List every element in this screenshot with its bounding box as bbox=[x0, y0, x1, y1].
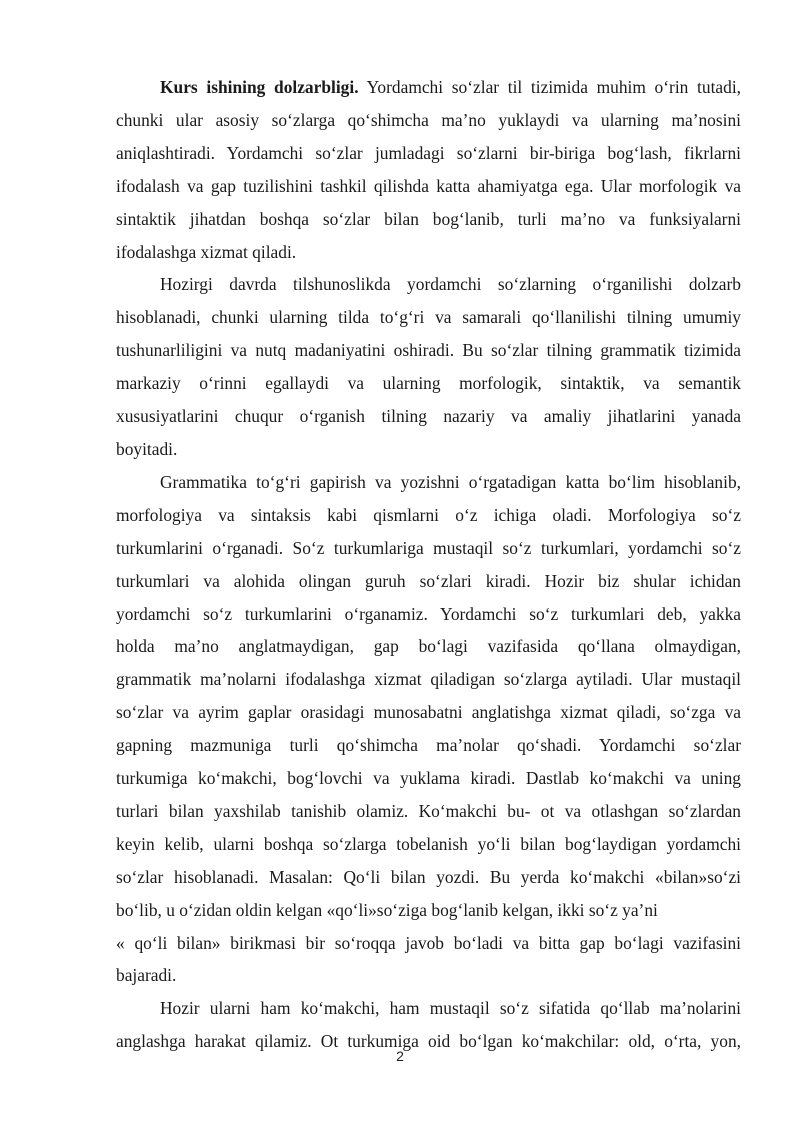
text-line-content: Yordamchi so‘zlar til tizimida muhim o‘rin tutadi, bbox=[358, 77, 741, 97]
text-line: anglashga harakat qilamiz. Ot turkumiga oid bo‘lgan ko‘makchilar: old, o‘rta, yon, bbox=[116, 1031, 741, 1052]
document-page bbox=[116, 71, 741, 1058]
text-line: morfologiya va sintaksis kabi qismlarni o‘z ichiga oladi. Morfologiya so‘z bbox=[116, 504, 741, 525]
text-line: ifodalash va gap tuzilishini tashkil qilishda katta ahamiyatga ega. Ular morfologik va bbox=[116, 175, 741, 196]
section-heading: Kurs ishining dolzarbligi. bbox=[160, 77, 359, 97]
text-line: Grammatika to‘g‘ri gapirish va yozishni o‘rgatadigan katta bo‘lim hisoblanib, bbox=[160, 471, 741, 492]
paragraph-relevance bbox=[116, 71, 741, 268]
text-line: turlari bilan yaxshilab tanishib olamiz. Ko‘makchi bu- ot va otlashgan so‘zlardan bbox=[116, 800, 741, 821]
text-line: markaziy o‘rinni egallaydi va ularning morfologik, sintaktik, va semantik bbox=[116, 373, 741, 394]
text-line: tushunarliligini va nutq madaniyatini oshiradi. Bu so‘zlar tilning grammatik tizimida bbox=[116, 340, 741, 361]
text-line: turkumlarini o‘rganadi. So‘z turkumlariga mustaqil so‘z turkumlari, yordamchi so‘z bbox=[116, 537, 741, 558]
text-line: bajaradi. bbox=[116, 965, 177, 986]
page-number: 2 bbox=[396, 1048, 404, 1064]
text-line: keyin kelib, ularni boshqa so‘zlarga tobelanish yo‘li bilan bog‘laydigan yordamchi bbox=[116, 833, 741, 854]
text-line: sintaktik jihatdan boshqa so‘zlar bilan bog‘lanib, turli ma’no va funksiyalarni bbox=[116, 208, 741, 229]
text-line: ifodalashga xizmat qiladi. bbox=[116, 241, 297, 262]
text-line: aniqlashtiradi. Yordamchi so‘zlar jumladagi so‘zlarni bir-biriga bog‘lash, fikrlarni bbox=[116, 142, 741, 163]
paragraph-grammar bbox=[116, 466, 741, 993]
text-line: chunki ular asosiy so‘zlarga qo‘shimcha ma’no yuklaydi va ularning ma’nosini bbox=[116, 109, 741, 130]
text-line: « qo‘li bilan» birikmasi bir so‘roqqa javob bo‘ladi va bitta gap bo‘lagi vazifasini bbox=[116, 932, 741, 953]
text-line: holda ma’no anglatmaydigan, gap bo‘lagi vazifasida qo‘llana olmaydigan, bbox=[116, 636, 741, 657]
text-line: so‘zlar hisoblanadi. Masalan: Qo‘li bilan yozdi. Bu yerda ko‘makchi «bilan»so‘zi bbox=[116, 866, 741, 887]
text-line: yordamchi so‘z turkumlarini o‘rganamiz. Yordamchi so‘z turkumlari deb, yakka bbox=[116, 603, 741, 624]
text-line: hisoblanadi, chunki ularning tilda to‘g‘ri va samarali qo‘llanilishi tilning umumiy bbox=[116, 307, 741, 328]
text-line: bo‘lib, u o‘zidan oldin kelgan «qo‘li»so‘ziga bog‘lanib kelgan, ikki so‘z ya’ni bbox=[116, 899, 658, 920]
text-line: grammatik ma’nolarni ifodalashga xizmat qiladigan so‘zlarga aytiladi. Ular mustaqil bbox=[116, 669, 741, 690]
text-line bbox=[116, 71, 741, 104]
text-line: so‘zlar va ayrim gaplar orasidagi munosabatni anglatishga xizmat qiladi, so‘zga va bbox=[116, 702, 741, 723]
text-line: gapning mazmuniga turli qo‘shimcha ma’nolar qo‘shadi. Yordamchi so‘zlar bbox=[116, 735, 741, 756]
paragraph-current-study bbox=[116, 268, 741, 465]
text-line: turkumiga ko‘makchi, bog‘lovchi va yuklama kiradi. Dastlab ko‘makchi va uning bbox=[116, 768, 741, 789]
text-line: turkumlari va alohida olingan guruh so‘zlari kiradi. Hozir biz shular ichidan bbox=[116, 570, 741, 591]
text-line: Hozirgi davrda tilshunoslikda yordamchi so‘zlarning o‘rganilishi dolzarb bbox=[160, 274, 741, 295]
text-line: boyitadi. bbox=[116, 438, 178, 459]
text-line: xususiyatlarini chuqur o‘rganish tilning nazariy va amaliy jihatlarini yanada bbox=[116, 406, 741, 427]
text-line: Hozir ularni ham ko‘makchi, ham mustaqil so‘z sifatida qo‘llab ma’nolarini bbox=[160, 998, 741, 1019]
